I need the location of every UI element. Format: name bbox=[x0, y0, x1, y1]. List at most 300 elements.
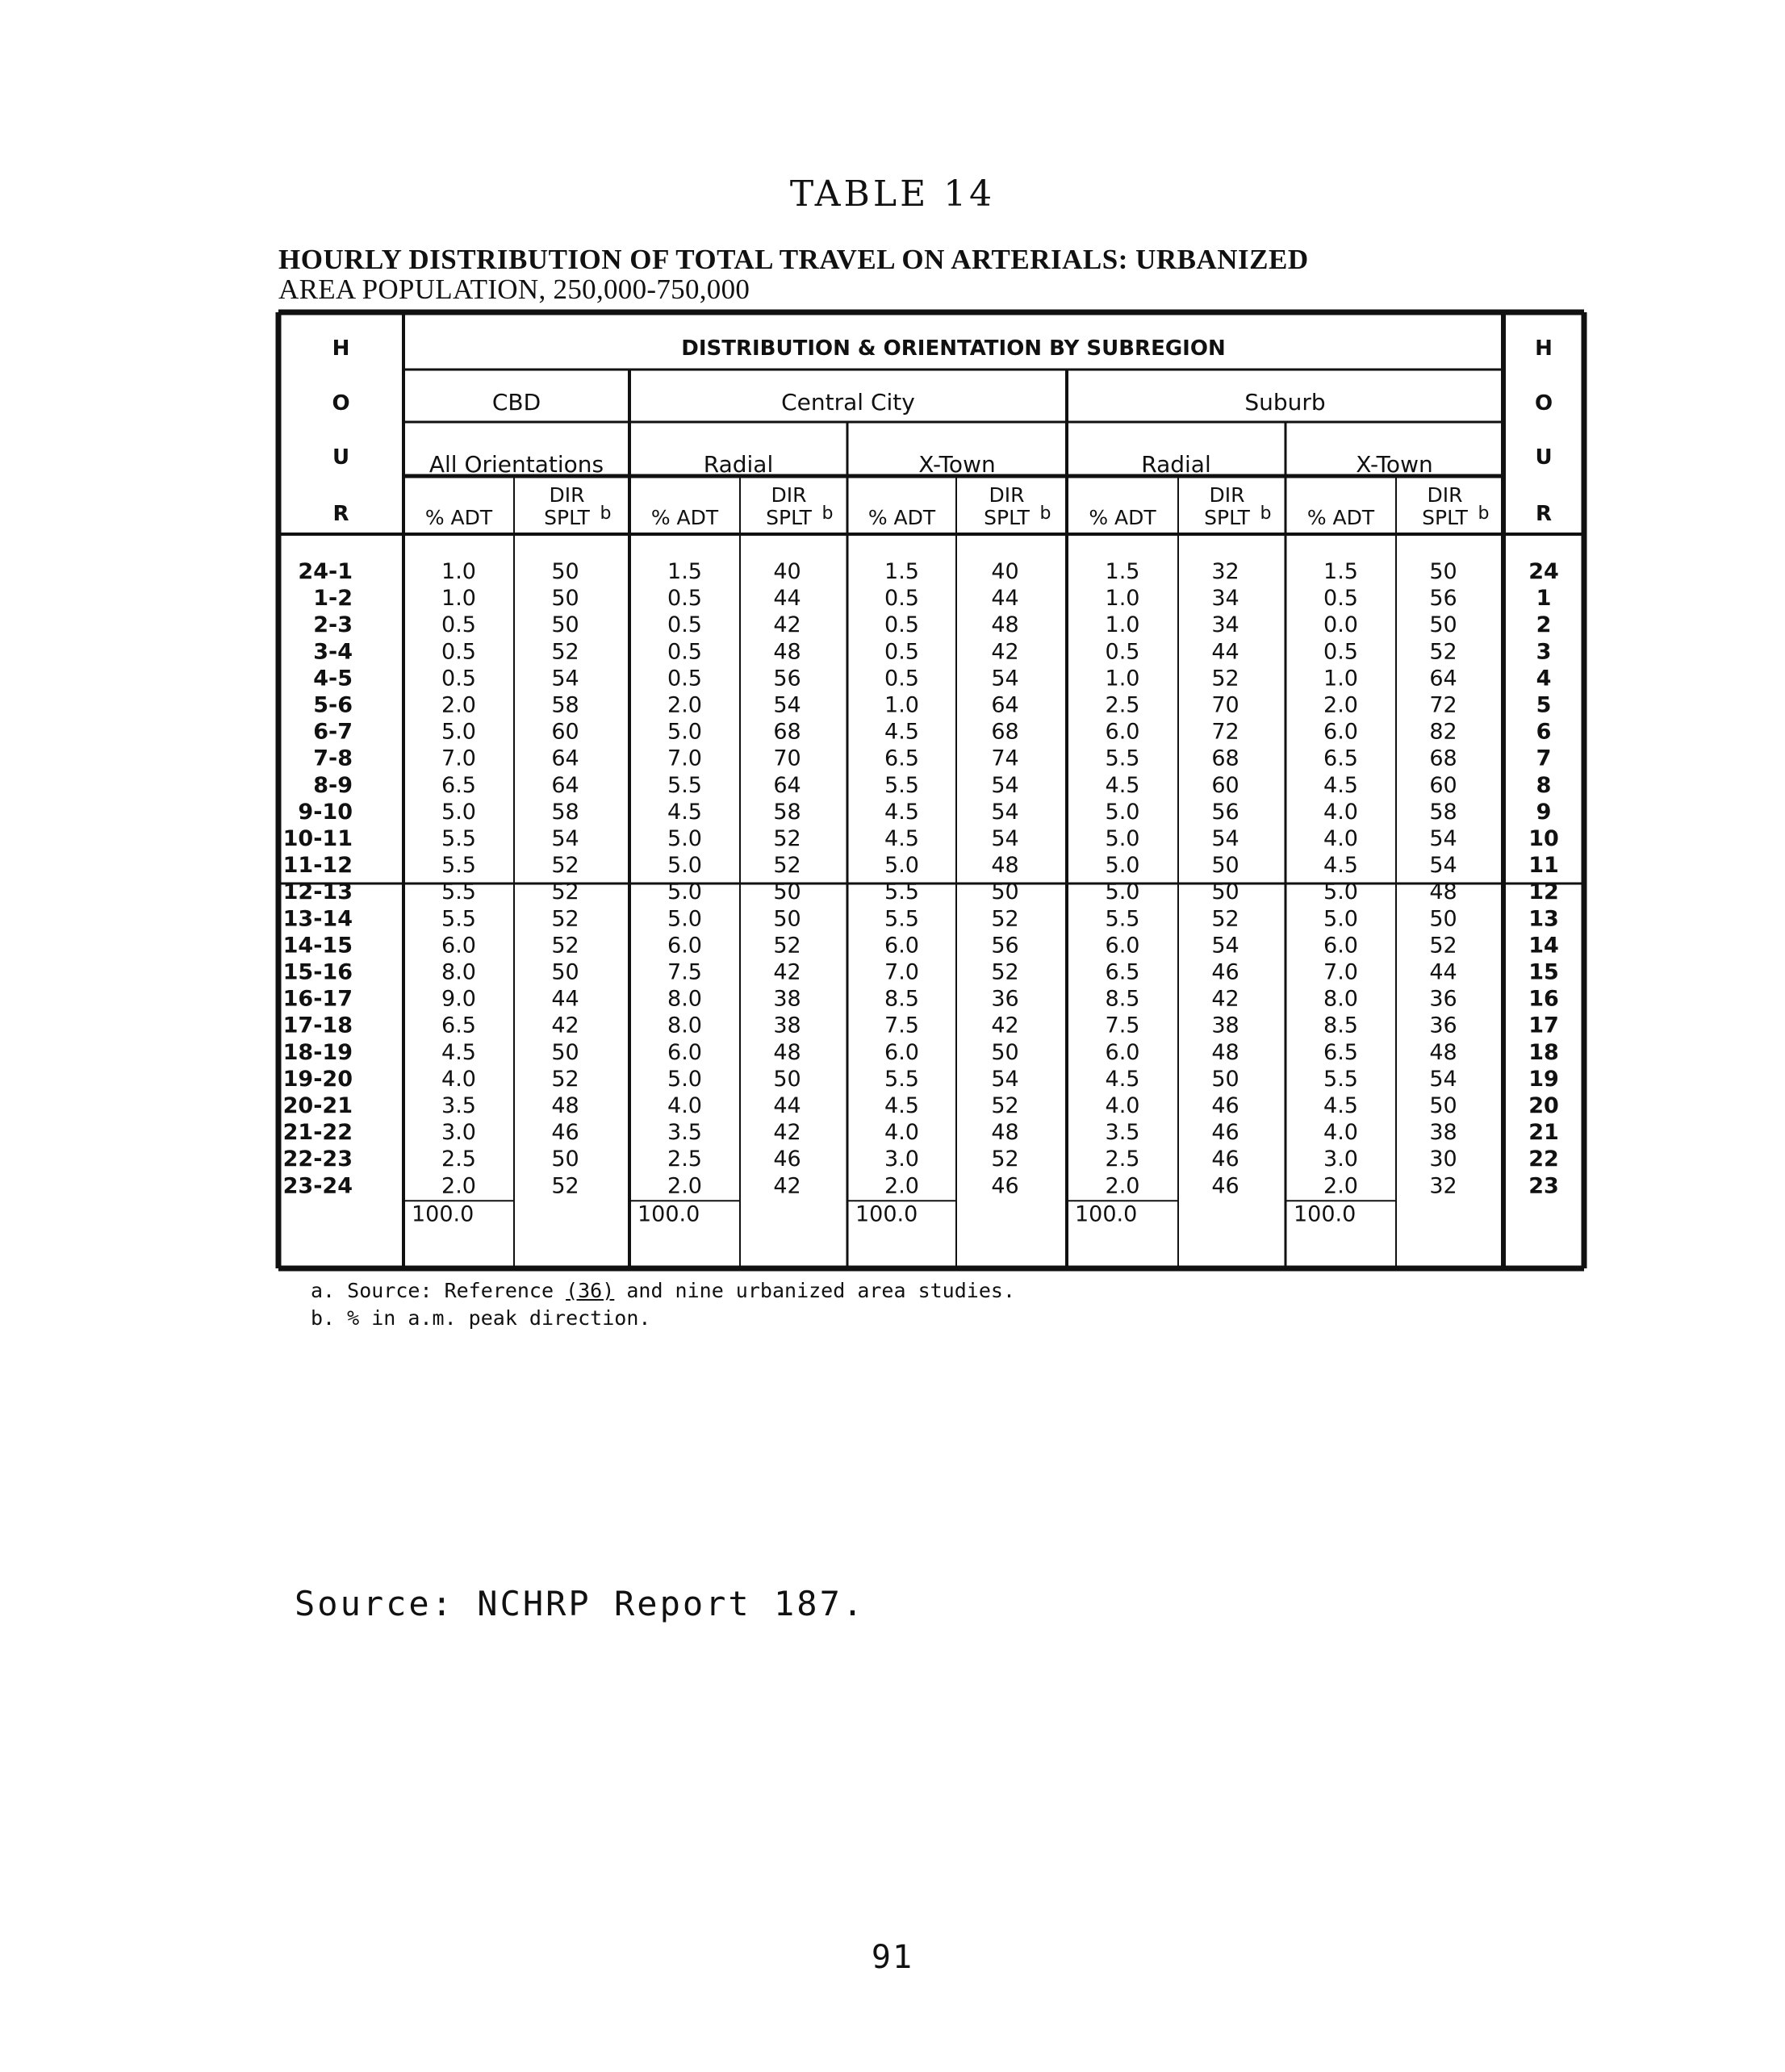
hour-range: 22-23 bbox=[282, 1147, 353, 1172]
adt-value: 1.5 bbox=[884, 559, 919, 584]
hour-ending: 11 bbox=[1528, 853, 1559, 879]
adt-value: 5.0 bbox=[1105, 799, 1140, 825]
table-number: TABLE 14 bbox=[789, 173, 996, 215]
hour-range: 6-7 bbox=[313, 719, 353, 745]
hour-ending: 4 bbox=[1536, 666, 1552, 691]
dir-split-value: 52 bbox=[773, 933, 801, 959]
adt-value: 6.5 bbox=[441, 772, 476, 798]
column-header-splt: SPLT bbox=[1422, 506, 1468, 529]
super-header: DISTRIBUTION & ORIENTATION BY SUBREGION bbox=[681, 336, 1226, 361]
dir-split-value: 32 bbox=[1429, 1173, 1457, 1199]
dir-split-value: 50 bbox=[1429, 1093, 1457, 1118]
dir-split-value: 54 bbox=[991, 1066, 1019, 1092]
dir-split-value: 44 bbox=[1211, 639, 1239, 665]
dir-split-value: 42 bbox=[1211, 986, 1239, 1012]
dir-split-value: 38 bbox=[773, 1013, 801, 1038]
adt-value: 5.5 bbox=[1323, 1066, 1358, 1092]
hour-range: 2-3 bbox=[313, 612, 353, 638]
hour-ending: 15 bbox=[1528, 959, 1559, 985]
group-header: Suburb bbox=[1244, 389, 1326, 416]
adt-value: 6.0 bbox=[667, 933, 702, 959]
dir-split-value: 68 bbox=[991, 719, 1019, 745]
dir-split-value: 74 bbox=[991, 746, 1019, 771]
adt-value: 4.0 bbox=[1323, 1120, 1358, 1146]
adt-value: 5.0 bbox=[1323, 879, 1358, 905]
hour-range: 10-11 bbox=[282, 826, 353, 851]
hour-label-letter-right: O bbox=[1534, 391, 1553, 416]
dir-split-value: 54 bbox=[551, 826, 579, 851]
adt-value: 1.5 bbox=[667, 559, 702, 584]
column-total: 100.0 bbox=[1075, 1201, 1138, 1227]
dir-split-value: 54 bbox=[991, 772, 1019, 798]
adt-value: 2.0 bbox=[441, 1173, 476, 1199]
adt-value: 5.5 bbox=[884, 1066, 919, 1092]
dir-split-value: 50 bbox=[991, 879, 1019, 905]
dir-split-value: 54 bbox=[1429, 853, 1457, 879]
dir-split-value: 48 bbox=[551, 1093, 579, 1118]
adt-value: 5.5 bbox=[441, 906, 476, 932]
adt-value: 6.0 bbox=[884, 933, 919, 959]
adt-value: 4.5 bbox=[884, 826, 919, 851]
hour-label-letter-right: U bbox=[1535, 445, 1553, 470]
adt-value: 1.0 bbox=[1105, 666, 1140, 691]
adt-value: 7.5 bbox=[884, 1013, 919, 1038]
adt-value: 1.0 bbox=[441, 559, 476, 584]
adt-value: 3.5 bbox=[667, 1120, 702, 1146]
dir-split-value: 44 bbox=[991, 586, 1019, 612]
dir-split-value: 44 bbox=[773, 586, 801, 612]
dir-split-value: 46 bbox=[991, 1173, 1019, 1199]
dir-split-value: 42 bbox=[773, 612, 801, 638]
adt-value: 6.0 bbox=[884, 1039, 919, 1065]
adt-value: 2.5 bbox=[1105, 692, 1140, 718]
adt-value: 5.0 bbox=[1323, 906, 1358, 932]
dir-split-value: 52 bbox=[773, 826, 801, 851]
dir-split-value: 50 bbox=[551, 559, 579, 584]
dir-split-value: 58 bbox=[551, 692, 579, 718]
dir-split-value: 42 bbox=[551, 1013, 579, 1038]
dir-split-value: 72 bbox=[1429, 692, 1457, 718]
hour-ending: 12 bbox=[1528, 879, 1559, 905]
adt-value: 8.0 bbox=[667, 1013, 702, 1038]
dir-split-value: 42 bbox=[991, 639, 1019, 665]
adt-value: 0.5 bbox=[884, 639, 919, 665]
adt-value: 5.5 bbox=[884, 772, 919, 798]
dir-split-value: 64 bbox=[991, 692, 1019, 718]
adt-value: 5.0 bbox=[667, 879, 702, 905]
adt-value: 3.0 bbox=[441, 1120, 476, 1146]
dir-split-value: 48 bbox=[1429, 879, 1457, 905]
group-header: CBD bbox=[491, 389, 541, 416]
adt-value: 3.5 bbox=[1105, 1120, 1140, 1146]
column-header-footnote-b: b bbox=[1039, 503, 1051, 524]
adt-value: 5.0 bbox=[1105, 879, 1140, 905]
dir-split-value: 54 bbox=[551, 666, 579, 691]
adt-value: 2.0 bbox=[667, 1173, 702, 1199]
dir-split-value: 38 bbox=[773, 986, 801, 1012]
dir-split-value: 36 bbox=[991, 986, 1019, 1012]
caption-line-2: AREA POPULATION, 250,000-750,000 bbox=[278, 274, 750, 305]
adt-value: 6.0 bbox=[1105, 719, 1140, 745]
dir-split-value: 40 bbox=[773, 559, 801, 584]
adt-value: 0.5 bbox=[441, 666, 476, 691]
adt-value: 4.0 bbox=[1323, 826, 1358, 851]
dir-split-value: 48 bbox=[991, 853, 1019, 879]
dir-split-value: 38 bbox=[1211, 1013, 1239, 1038]
hour-range: 17-18 bbox=[282, 1013, 353, 1038]
column-header-dir: DIR bbox=[989, 483, 1025, 507]
adt-value: 2.0 bbox=[667, 692, 702, 718]
adt-value: 1.0 bbox=[1105, 612, 1140, 638]
hour-label-letter: U bbox=[332, 445, 350, 470]
hour-ending: 22 bbox=[1528, 1147, 1559, 1172]
dir-split-value: 48 bbox=[991, 612, 1019, 638]
hour-range: 18-19 bbox=[282, 1039, 353, 1065]
dir-split-value: 50 bbox=[551, 612, 579, 638]
column-header-splt: SPLT bbox=[984, 506, 1030, 529]
dir-split-value: 38 bbox=[1429, 1120, 1457, 1146]
adt-value: 0.5 bbox=[667, 586, 702, 612]
column-header-footnote-b: b bbox=[821, 503, 834, 524]
adt-value: 3.5 bbox=[441, 1093, 476, 1118]
dir-split-value: 54 bbox=[1429, 1066, 1457, 1092]
dir-split-value: 52 bbox=[1429, 933, 1457, 959]
hour-ending: 3 bbox=[1536, 639, 1552, 665]
dir-split-value: 50 bbox=[1211, 853, 1239, 879]
hour-range: 3-4 bbox=[313, 639, 353, 665]
adt-value: 1.5 bbox=[1105, 559, 1140, 584]
adt-value: 0.0 bbox=[1323, 612, 1358, 638]
hour-ending: 17 bbox=[1528, 1013, 1559, 1038]
adt-value: 4.5 bbox=[441, 1039, 476, 1065]
dir-split-value: 64 bbox=[551, 746, 579, 771]
adt-value: 0.5 bbox=[1323, 586, 1358, 612]
adt-value: 0.5 bbox=[884, 666, 919, 691]
dir-split-value: 36 bbox=[1429, 986, 1457, 1012]
adt-value: 4.5 bbox=[1323, 853, 1358, 879]
adt-value: 0.5 bbox=[1323, 639, 1358, 665]
adt-value: 6.5 bbox=[441, 1013, 476, 1038]
adt-value: 4.5 bbox=[667, 799, 702, 825]
dir-split-value: 70 bbox=[1211, 692, 1239, 718]
adt-value: 2.5 bbox=[1105, 1147, 1140, 1172]
adt-value: 2.0 bbox=[1323, 1173, 1358, 1199]
adt-value: 5.0 bbox=[1105, 826, 1140, 851]
dir-split-value: 68 bbox=[1429, 746, 1457, 771]
column-header-dir: DIR bbox=[1209, 483, 1245, 507]
adt-value: 4.5 bbox=[884, 799, 919, 825]
adt-value: 7.5 bbox=[667, 959, 702, 985]
hour-ending: 13 bbox=[1528, 906, 1559, 932]
adt-value: 4.0 bbox=[1323, 799, 1358, 825]
adt-value: 4.5 bbox=[1323, 772, 1358, 798]
subgroup-header: Radial bbox=[703, 451, 774, 478]
dir-split-value: 50 bbox=[551, 1147, 579, 1172]
note-a-prefix: a. Source: Reference bbox=[311, 1279, 566, 1302]
dir-split-value: 46 bbox=[1211, 1173, 1239, 1199]
dir-split-value: 48 bbox=[1429, 1039, 1457, 1065]
dir-split-value: 56 bbox=[1429, 586, 1457, 612]
hour-label-letter: H bbox=[332, 336, 350, 361]
adt-value: 5.5 bbox=[1105, 746, 1140, 771]
adt-value: 7.0 bbox=[441, 746, 476, 771]
note-a-reference: (36) bbox=[566, 1279, 615, 1302]
dir-split-value: 34 bbox=[1211, 586, 1239, 612]
dir-split-value: 64 bbox=[1429, 666, 1457, 691]
adt-value: 2.5 bbox=[441, 1147, 476, 1172]
dir-split-value: 52 bbox=[1429, 639, 1457, 665]
adt-value: 4.5 bbox=[884, 1093, 919, 1118]
dir-split-value: 46 bbox=[1211, 1093, 1239, 1118]
hour-ending: 18 bbox=[1528, 1039, 1559, 1065]
adt-value: 4.5 bbox=[1323, 1093, 1358, 1118]
dir-split-value: 42 bbox=[773, 959, 801, 985]
dir-split-value: 44 bbox=[551, 986, 579, 1012]
dir-split-value: 68 bbox=[1211, 746, 1239, 771]
hour-ending: 8 bbox=[1536, 772, 1552, 798]
note-a-suffix: and nine urbanized area studies. bbox=[614, 1279, 1015, 1302]
table-notes bbox=[311, 1277, 1015, 1332]
adt-value: 6.5 bbox=[1323, 1039, 1358, 1065]
hour-ending: 7 bbox=[1536, 746, 1552, 771]
hour-ending: 1 bbox=[1536, 586, 1552, 612]
hour-label-letter: R bbox=[332, 502, 349, 526]
adt-value: 6.0 bbox=[1323, 719, 1358, 745]
adt-value: 8.0 bbox=[441, 959, 476, 985]
dir-split-value: 64 bbox=[773, 772, 801, 798]
adt-value: 5.5 bbox=[667, 772, 702, 798]
adt-value: 8.5 bbox=[884, 986, 919, 1012]
adt-value: 3.0 bbox=[884, 1147, 919, 1172]
page-number: 91 bbox=[871, 1939, 914, 1976]
dir-split-value: 52 bbox=[551, 906, 579, 932]
dir-split-value: 50 bbox=[551, 959, 579, 985]
dir-split-value: 40 bbox=[991, 559, 1019, 584]
dir-split-value: 48 bbox=[773, 1039, 801, 1065]
adt-value: 4.0 bbox=[667, 1093, 702, 1118]
dir-split-value: 46 bbox=[773, 1147, 801, 1172]
adt-value: 1.0 bbox=[441, 586, 476, 612]
adt-value: 5.5 bbox=[441, 853, 476, 879]
adt-value: 6.0 bbox=[1105, 1039, 1140, 1065]
hour-range: 13-14 bbox=[282, 906, 353, 932]
dir-split-value: 50 bbox=[991, 1039, 1019, 1065]
hour-ending: 21 bbox=[1528, 1120, 1559, 1146]
adt-value: 2.0 bbox=[441, 692, 476, 718]
adt-value: 4.5 bbox=[884, 719, 919, 745]
dir-split-value: 52 bbox=[551, 639, 579, 665]
column-total: 100.0 bbox=[855, 1201, 918, 1227]
adt-value: 6.5 bbox=[1323, 746, 1358, 771]
column-header-dir: DIR bbox=[1427, 483, 1463, 507]
dir-split-value: 50 bbox=[773, 1066, 801, 1092]
adt-value: 6.0 bbox=[1105, 933, 1140, 959]
dir-split-value: 60 bbox=[551, 719, 579, 745]
subgroup-header: Radial bbox=[1141, 451, 1211, 478]
adt-value: 2.0 bbox=[1323, 692, 1358, 718]
hour-range: 19-20 bbox=[282, 1066, 353, 1092]
dir-split-value: 30 bbox=[1429, 1147, 1457, 1172]
dir-split-value: 52 bbox=[551, 1173, 579, 1199]
dir-split-value: 52 bbox=[1211, 906, 1239, 932]
hour-range: 9-10 bbox=[298, 799, 353, 825]
adt-value: 4.5 bbox=[1105, 772, 1140, 798]
column-header-adt: % ADT bbox=[1089, 506, 1156, 529]
column-header-footnote-b: b bbox=[600, 503, 612, 524]
column-total: 100.0 bbox=[638, 1201, 700, 1227]
adt-value: 6.0 bbox=[1323, 933, 1358, 959]
column-header-splt: SPLT bbox=[544, 506, 590, 529]
dir-split-value: 72 bbox=[1211, 719, 1239, 745]
hour-ending: 6 bbox=[1536, 719, 1552, 745]
adt-value: 0.5 bbox=[884, 586, 919, 612]
dir-split-value: 50 bbox=[551, 586, 579, 612]
dir-split-value: 54 bbox=[1429, 826, 1457, 851]
subgroup-header: X-Town bbox=[1356, 451, 1433, 478]
dir-split-value: 64 bbox=[551, 772, 579, 798]
column-header-adt: % ADT bbox=[867, 506, 936, 529]
hour-range: 4-5 bbox=[313, 666, 353, 691]
hour-ending: 5 bbox=[1536, 692, 1552, 718]
dir-split-value: 52 bbox=[991, 906, 1019, 932]
dir-split-value: 48 bbox=[1211, 1039, 1239, 1065]
hour-range: 8-9 bbox=[313, 772, 353, 798]
dir-split-value: 52 bbox=[991, 1147, 1019, 1172]
adt-value: 4.0 bbox=[441, 1066, 476, 1092]
dir-split-value: 68 bbox=[773, 719, 801, 745]
adt-value: 5.0 bbox=[667, 719, 702, 745]
adt-value: 5.5 bbox=[1105, 906, 1140, 932]
dir-split-value: 50 bbox=[773, 906, 801, 932]
dir-split-value: 58 bbox=[551, 799, 579, 825]
dir-split-value: 58 bbox=[773, 799, 801, 825]
adt-value: 7.0 bbox=[884, 959, 919, 985]
hour-range: 11-12 bbox=[282, 853, 353, 879]
caption-line-1: HOURLY DISTRIBUTION OF TOTAL TRAVEL ON ARTERIALS: URBANIZED bbox=[278, 244, 1309, 275]
column-total: 100.0 bbox=[412, 1201, 474, 1227]
hour-ending: 19 bbox=[1528, 1066, 1559, 1092]
adt-value: 8.0 bbox=[1323, 986, 1358, 1012]
adt-value: 7.0 bbox=[1323, 959, 1358, 985]
hour-label-letter-right: R bbox=[1535, 502, 1553, 526]
dir-split-value: 54 bbox=[1211, 826, 1239, 851]
dir-split-value: 48 bbox=[773, 639, 801, 665]
adt-value: 0.5 bbox=[1105, 639, 1140, 665]
dir-split-value: 50 bbox=[551, 1039, 579, 1065]
hour-ending: 23 bbox=[1528, 1173, 1559, 1199]
dir-split-value: 54 bbox=[991, 666, 1019, 691]
hour-ending: 20 bbox=[1528, 1093, 1559, 1118]
source-line: Source: NCHRP Report 187. bbox=[295, 1584, 866, 1623]
hour-ending: 14 bbox=[1528, 933, 1559, 959]
hour-label-letter-right: H bbox=[1535, 336, 1553, 361]
adt-value: 5.5 bbox=[884, 879, 919, 905]
adt-value: 8.5 bbox=[1323, 1013, 1358, 1038]
adt-value: 0.5 bbox=[441, 639, 476, 665]
adt-value: 1.5 bbox=[1323, 559, 1358, 584]
note-a bbox=[311, 1277, 1015, 1305]
adt-value: 0.5 bbox=[667, 612, 702, 638]
hour-range: 7-8 bbox=[313, 746, 353, 771]
adt-value: 0.5 bbox=[667, 666, 702, 691]
adt-value: 5.5 bbox=[441, 826, 476, 851]
adt-value: 5.5 bbox=[441, 879, 476, 905]
hour-range: 20-21 bbox=[282, 1093, 353, 1118]
adt-value: 5.0 bbox=[667, 906, 702, 932]
adt-value: 6.0 bbox=[667, 1039, 702, 1065]
adt-value: 0.5 bbox=[441, 612, 476, 638]
column-header-adt: % ADT bbox=[650, 506, 719, 529]
adt-value: 5.0 bbox=[667, 853, 702, 879]
dir-split-value: 52 bbox=[551, 853, 579, 879]
hour-ending: 16 bbox=[1528, 986, 1559, 1012]
dir-split-value: 48 bbox=[991, 1120, 1019, 1146]
column-header-footnote-b: b bbox=[1478, 503, 1490, 524]
hour-ending: 10 bbox=[1528, 826, 1559, 851]
adt-value: 5.0 bbox=[667, 826, 702, 851]
adt-value: 4.5 bbox=[1105, 1066, 1140, 1092]
adt-value: 6.0 bbox=[441, 933, 476, 959]
dir-split-value: 50 bbox=[1429, 612, 1457, 638]
adt-value: 1.0 bbox=[1323, 666, 1358, 691]
dir-split-value: 56 bbox=[773, 666, 801, 691]
column-header-dir: DIR bbox=[771, 483, 807, 507]
hour-ending: 24 bbox=[1528, 559, 1559, 584]
dir-split-value: 82 bbox=[1429, 719, 1457, 745]
subgroup-header: X-Town bbox=[918, 451, 996, 478]
adt-value: 9.0 bbox=[441, 986, 476, 1012]
dir-split-value: 42 bbox=[773, 1173, 801, 1199]
adt-value: 7.0 bbox=[667, 746, 702, 771]
hour-ending: 2 bbox=[1536, 612, 1552, 638]
dir-split-value: 34 bbox=[1211, 612, 1239, 638]
adt-value: 2.0 bbox=[1105, 1173, 1140, 1199]
subgroup-header: All Orientations bbox=[428, 451, 604, 478]
column-header-dir: DIR bbox=[549, 483, 585, 507]
adt-value: 3.0 bbox=[1323, 1147, 1358, 1172]
hour-range: 23-24 bbox=[282, 1173, 353, 1199]
dir-split-value: 44 bbox=[773, 1093, 801, 1118]
group-header: Central City bbox=[781, 389, 915, 416]
dir-split-value: 50 bbox=[1211, 879, 1239, 905]
dir-split-value: 54 bbox=[1211, 933, 1239, 959]
hour-range: 24-1 bbox=[298, 559, 353, 584]
adt-value: 5.0 bbox=[667, 1066, 702, 1092]
dir-split-value: 54 bbox=[991, 799, 1019, 825]
dir-split-value: 60 bbox=[1211, 772, 1239, 798]
column-header-adt: % ADT bbox=[1306, 506, 1375, 529]
dir-split-value: 42 bbox=[773, 1120, 801, 1146]
adt-value: 1.0 bbox=[1105, 586, 1140, 612]
adt-value: 8.5 bbox=[1105, 986, 1140, 1012]
dir-split-value: 50 bbox=[1429, 559, 1457, 584]
dir-split-value: 54 bbox=[991, 826, 1019, 851]
dir-split-value: 50 bbox=[773, 879, 801, 905]
dir-split-value: 58 bbox=[1429, 799, 1457, 825]
column-header-splt: SPLT bbox=[1204, 506, 1250, 529]
adt-value: 2.0 bbox=[884, 1173, 919, 1199]
note-b: b. % in a.m. peak direction. bbox=[311, 1306, 651, 1330]
adt-value: 5.0 bbox=[884, 853, 919, 879]
dir-split-value: 36 bbox=[1429, 1013, 1457, 1038]
hour-range: 16-17 bbox=[282, 986, 353, 1012]
dir-split-value: 52 bbox=[551, 933, 579, 959]
dir-split-value: 52 bbox=[1211, 666, 1239, 691]
hour-range: 21-22 bbox=[282, 1120, 353, 1146]
adt-value: 2.5 bbox=[667, 1147, 702, 1172]
adt-value: 6.5 bbox=[1105, 959, 1140, 985]
dir-split-value: 46 bbox=[1211, 1147, 1239, 1172]
